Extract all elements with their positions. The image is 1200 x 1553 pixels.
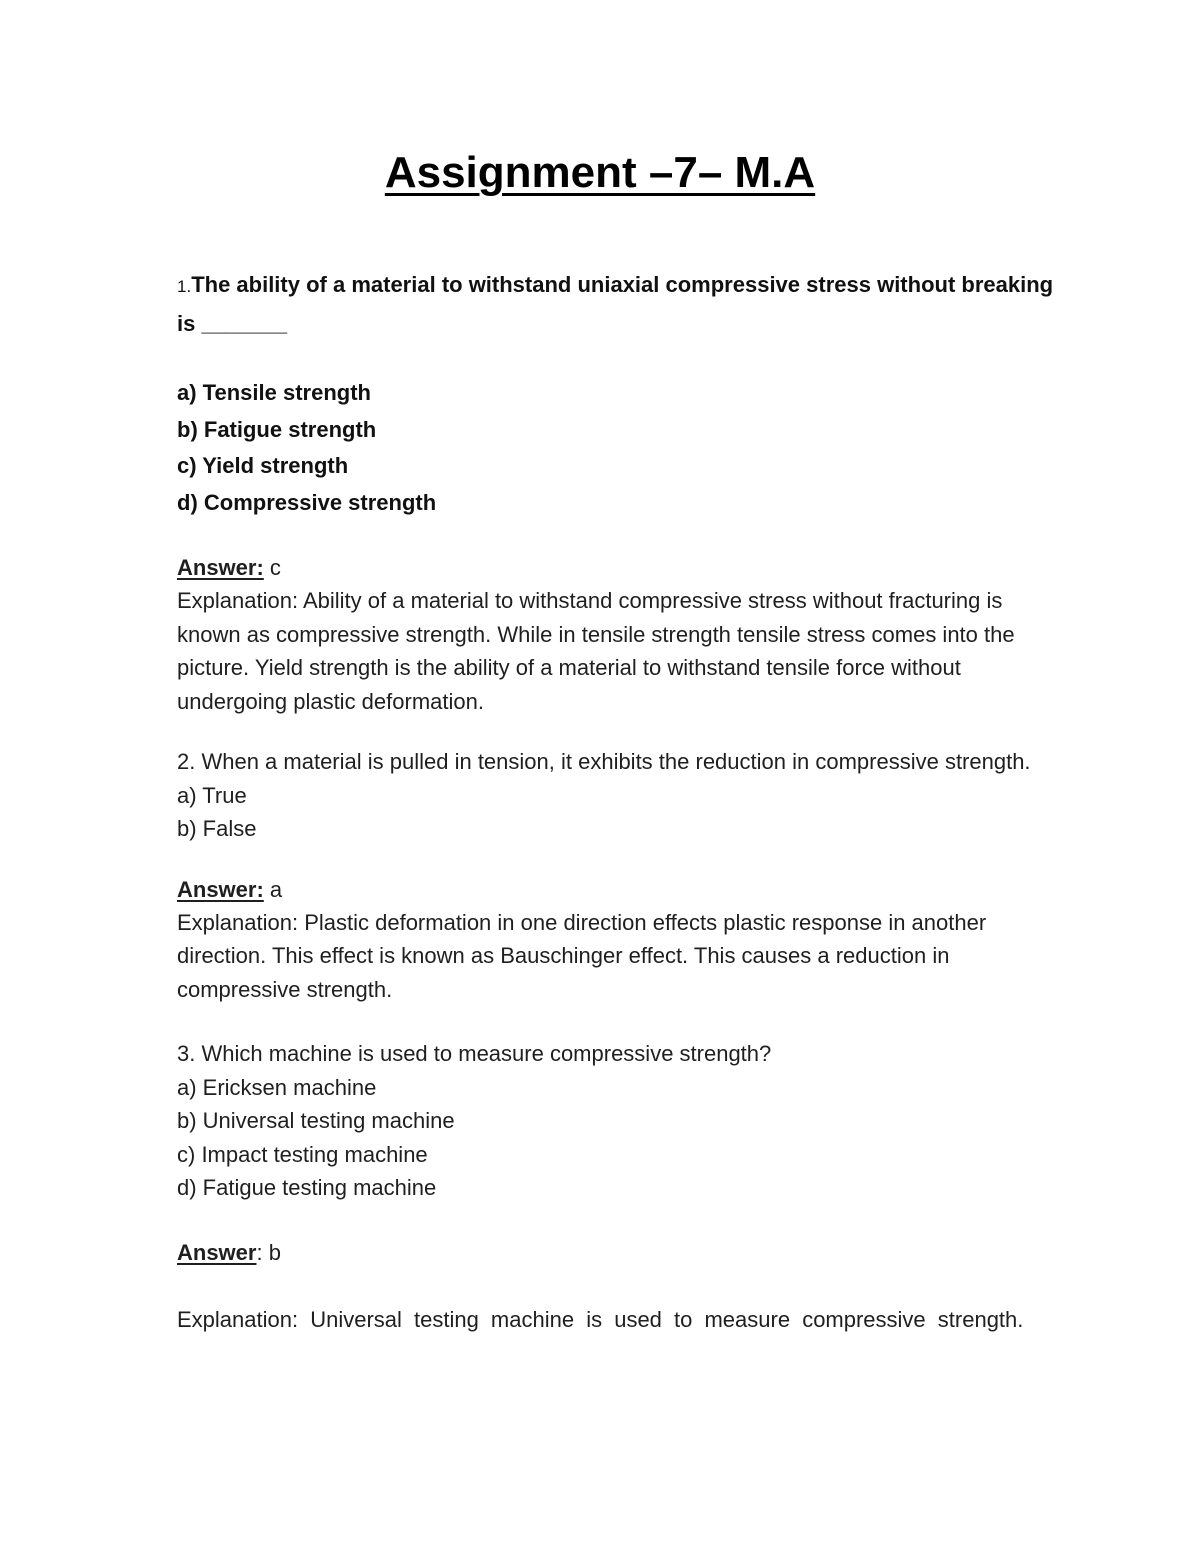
- question-1: [177, 266, 1057, 718]
- option-item: d) Fatigue testing machine: [177, 1175, 437, 1200]
- option-item: b) Fatigue strength: [177, 416, 377, 442]
- answer-label: Answer:: [177, 876, 264, 902]
- option-item: a) Ericksen machine: [177, 1074, 377, 1100]
- option-item: d) Compressive strength: [177, 489, 437, 515]
- question-3-text: 3. Which machine is used to measure compressive strength?: [177, 1041, 772, 1066]
- question-1-options: [177, 375, 1057, 521]
- question-2-explanation: Explanation: Plastic deformation in one direction effects plastic response in another direction. This effect is known as Bauschinger effect. This causes a reduction in compressive strength.: [177, 909, 987, 1002]
- answer-value: c: [263, 555, 281, 580]
- question-2: [177, 745, 1057, 1006]
- option-item: b) Universal testing machine: [177, 1108, 455, 1133]
- question-2-text: 2. When a material is pulled in tension, it exhibits the reduction in compressive strength.: [177, 749, 1031, 774]
- question-1-number: 1.: [177, 277, 192, 296]
- question-2-answer: [177, 873, 1057, 906]
- question-1-explanation: Explanation: Ability of a material to withstand compressive stress without fracturing is known as compressive strength. While in tensile strength tensile stress comes into the picture. Yield strength is the ability of a material to withstand tensile force without undergoing plastic deformation.: [177, 588, 1015, 714]
- answer-label: Answer:: [177, 555, 264, 580]
- option-item: a) Tensile strength: [177, 380, 371, 405]
- document-body: [177, 266, 1057, 1336]
- question-3: [177, 1037, 1057, 1336]
- page-title: Assignment –7– M.A: [384, 148, 816, 197]
- answer-label: Answer: [177, 1239, 257, 1265]
- question-2-options: [177, 779, 1057, 846]
- question-3-options: [177, 1071, 1057, 1205]
- option-item: c) Impact testing machine: [177, 1141, 428, 1167]
- question-3-explanation: Explanation: Universal testing machine is used to measure compressive strength.: [177, 1306, 1024, 1332]
- answer-value: a: [263, 876, 283, 902]
- question-3-answer: [177, 1236, 1057, 1269]
- option-item: a) True: [177, 782, 247, 808]
- question-1-prompt: The ability of a material to withstand uniaxial compressive stress without breaking is _______: [177, 272, 1054, 336]
- option-item: b) False: [177, 816, 257, 841]
- question-1-answer: [177, 551, 1057, 584]
- question-1-text: [177, 266, 1057, 342]
- option-item: c) Yield strength: [177, 453, 349, 478]
- answer-value: : b: [256, 1239, 281, 1265]
